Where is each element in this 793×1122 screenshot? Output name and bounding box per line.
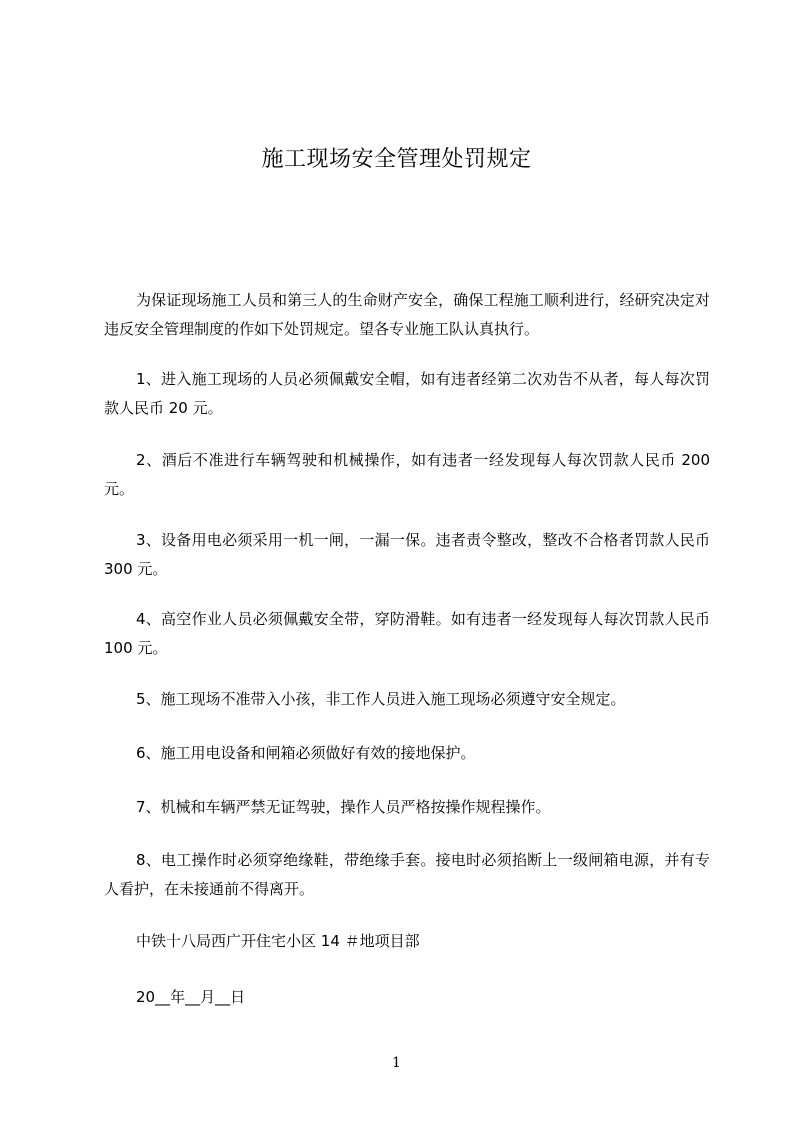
document-title: 施工现场安全管理处罚规定	[261, 147, 532, 172]
intro-paragraph: 为保证现场施工人员和第三人的生命财产安全，确保工程施工顺利进行，经研究决定对违反安全管理制度的作如下处罚规定。望各专业施工队认真执行。	[104, 291, 710, 338]
signature-line: 中铁十八局西广开住宅小区 14 ＃地项目部	[136, 932, 420, 950]
rule-item-3: 3、设备用电必须采用一机一闸，一漏一保。违者责令整改，整改不合格者罚款人民币 300 元。	[104, 531, 710, 578]
rule-item-8: 8、电工操作时必须穿绝缘鞋，带绝缘手套。接电时必须掐断上一级闸箱电源，并有专人看护，在未接通前不得离开。	[104, 851, 710, 898]
page-number: 1	[392, 1055, 401, 1071]
rule-item-6: 6、施工用电设备和闸箱必须做好有效的接地保护。	[136, 744, 476, 762]
rule-item-1: 1、进入施工现场的人员必须佩戴安全帽，如有违者经第二次劝告不从者，每人每次罚款人民币 20 元。	[104, 370, 710, 417]
date-line: 20__年__月__日	[136, 988, 246, 1006]
rule-item-5: 5、施工现场不准带入小孩，非工作人员进入施工现场必须遵守安全规定。	[136, 690, 626, 708]
rule-item-7: 7、机械和车辆严禁无证驾驶，操作人员严格按操作规程操作。	[136, 798, 551, 816]
rule-item-2: 2、酒后不准进行车辆驾驶和机械操作，如有违者一经发现每人每次罚款人民币 200 元。	[104, 451, 710, 498]
rule-item-4: 4、高空作业人员必须佩戴安全带，穿防滑鞋。如有违者一经发现每人每次罚款人民币 100 元。	[104, 610, 710, 657]
